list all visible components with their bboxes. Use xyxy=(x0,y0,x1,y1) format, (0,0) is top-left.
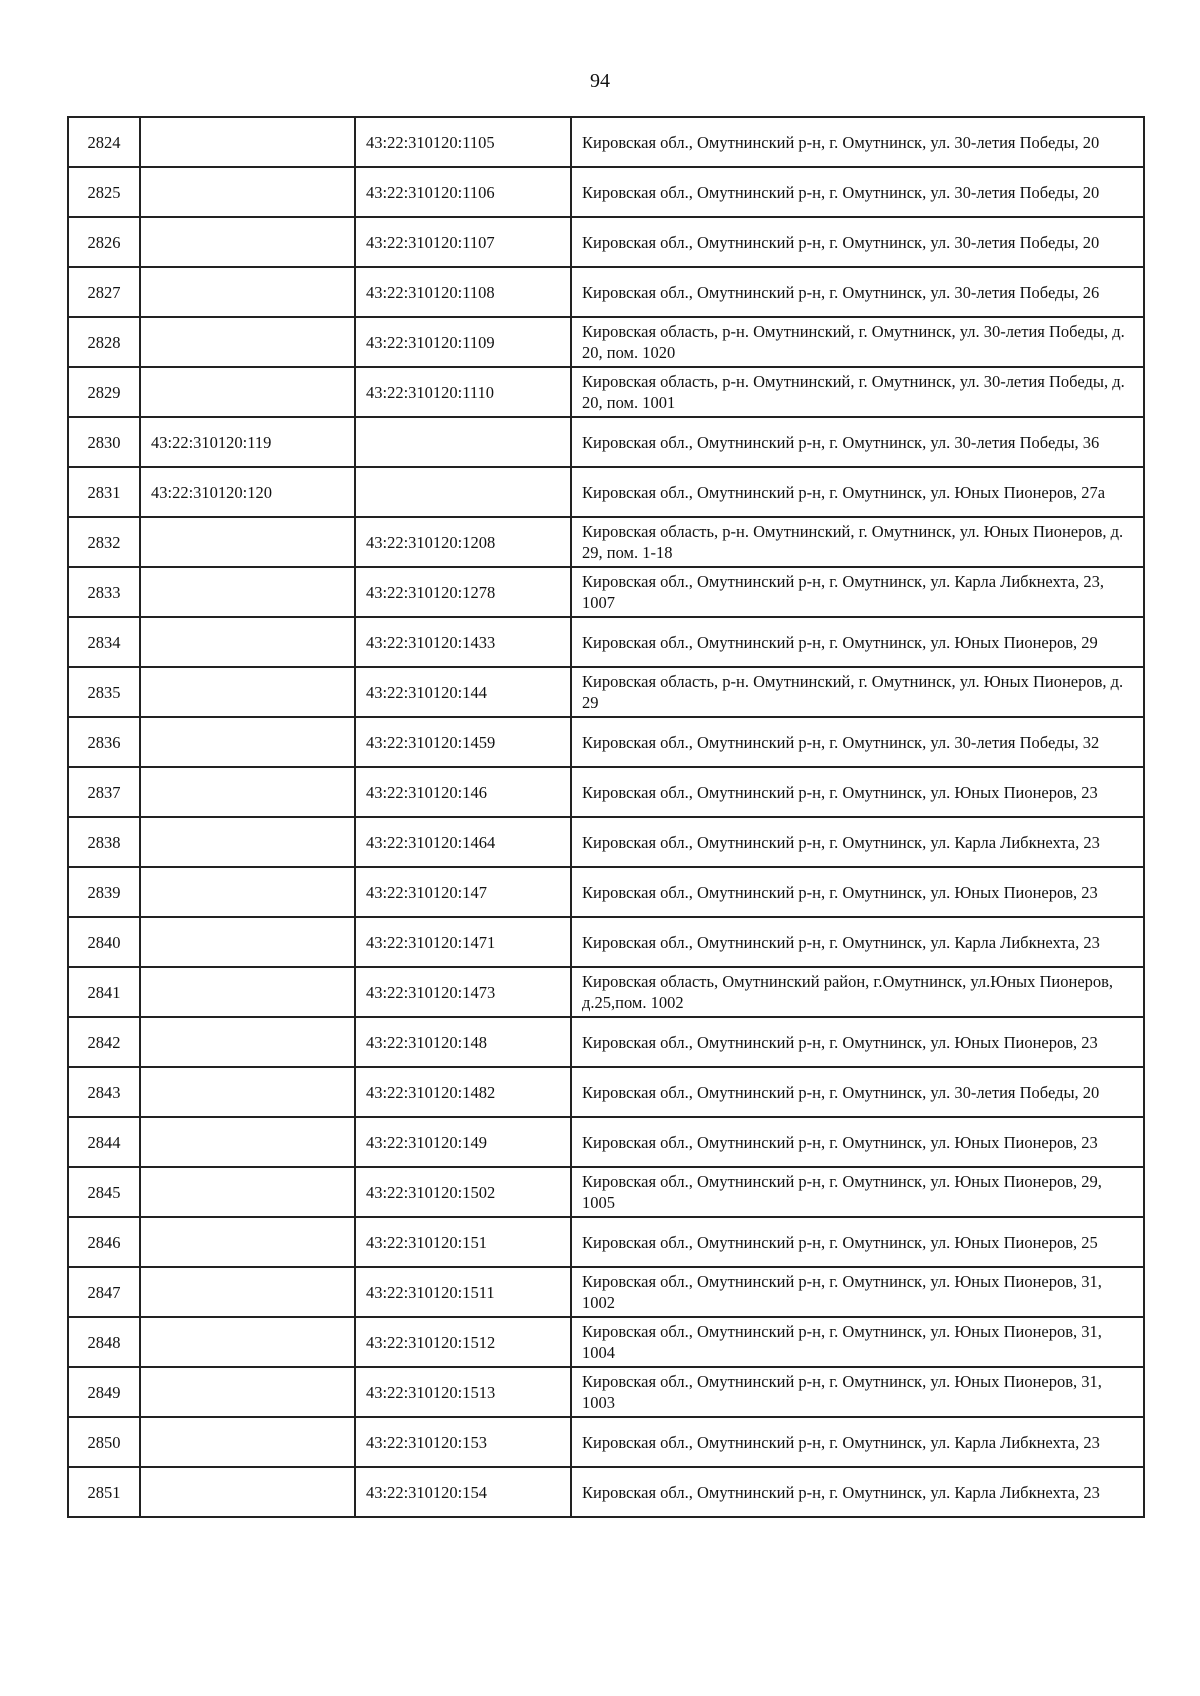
address-cell: Кировская обл., Омутнинский р-н, г. Омутнинск, ул. Юных Пионеров, 31, 1004 xyxy=(571,1317,1144,1367)
row-number-cell: 2840 xyxy=(68,917,140,967)
table-row xyxy=(68,1267,1144,1317)
land-plot-number-cell: 43:22:310120:119 xyxy=(140,417,355,467)
row-number-cell: 2839 xyxy=(68,867,140,917)
table-row xyxy=(68,1067,1144,1117)
address-cell: Кировская обл., Омутнинский р-н, г. Омутнинск, ул. Карла Либкнехта, 23 xyxy=(571,1467,1144,1517)
object-number-cell: 43:22:310120:1208 xyxy=(355,517,571,567)
land-plot-number-cell xyxy=(140,917,355,967)
land-plot-number-cell xyxy=(140,867,355,917)
row-number-cell: 2847 xyxy=(68,1267,140,1317)
address-cell: Кировская область, р-н. Омутнинский, г. Омутнинск, ул. 30-летия Победы, д. 20, пом. 1020 xyxy=(571,317,1144,367)
land-plot-number-cell xyxy=(140,317,355,367)
row-number-cell: 2838 xyxy=(68,817,140,867)
row-number-cell: 2835 xyxy=(68,667,140,717)
table-row xyxy=(68,417,1144,467)
object-number-cell: 43:22:310120:1512 xyxy=(355,1317,571,1367)
address-cell: Кировская обл., Омутнинский р-н, г. Омутнинск, ул. Карла Либкнехта, 23 xyxy=(571,817,1144,867)
row-number-cell: 2829 xyxy=(68,367,140,417)
table-row xyxy=(68,917,1144,967)
registry-table-body xyxy=(68,117,1144,1517)
page-number: 94 xyxy=(590,70,610,92)
table-row xyxy=(68,1117,1144,1167)
land-plot-number-cell xyxy=(140,567,355,617)
object-number-cell: 43:22:310120:151 xyxy=(355,1217,571,1267)
address-cell: Кировская обл., Омутнинский р-н, г. Омутнинск, ул. Юных Пионеров, 23 xyxy=(571,767,1144,817)
land-plot-number-cell xyxy=(140,1217,355,1267)
object-number-cell: 43:22:310120:1107 xyxy=(355,217,571,267)
table-row xyxy=(68,617,1144,667)
row-number-cell: 2837 xyxy=(68,767,140,817)
row-number-cell: 2844 xyxy=(68,1117,140,1167)
address-cell: Кировская обл., Омутнинский р-н, г. Омутнинск, ул. 30-летия Победы, 20 xyxy=(571,1067,1144,1117)
address-cell: Кировская обл., Омутнинский р-н, г. Омутнинск, ул. 30-летия Победы, 32 xyxy=(571,717,1144,767)
row-number-cell: 2836 xyxy=(68,717,140,767)
land-plot-number-cell xyxy=(140,767,355,817)
registry-table xyxy=(67,116,1145,1518)
land-plot-number-cell xyxy=(140,367,355,417)
address-cell: Кировская обл., Омутнинский р-н, г. Омутнинск, ул. Юных Пионеров, 25 xyxy=(571,1217,1144,1267)
object-number-cell: 43:22:310120:1110 xyxy=(355,367,571,417)
row-number-cell: 2846 xyxy=(68,1217,140,1267)
land-plot-number-cell xyxy=(140,1367,355,1417)
row-number-cell: 2849 xyxy=(68,1367,140,1417)
row-number-cell: 2833 xyxy=(68,567,140,617)
row-number-cell: 2841 xyxy=(68,967,140,1017)
row-number-cell: 2834 xyxy=(68,617,140,667)
land-plot-number-cell xyxy=(140,1017,355,1067)
row-number-cell: 2851 xyxy=(68,1467,140,1517)
object-number-cell: 43:22:310120:1278 xyxy=(355,567,571,617)
row-number-cell: 2827 xyxy=(68,267,140,317)
table-row xyxy=(68,1467,1144,1517)
address-cell: Кировская обл., Омутнинский р-н, г. Омутнинск, ул. Юных Пионеров, 29, 1005 xyxy=(571,1167,1144,1217)
address-cell: Кировская обл., Омутнинский р-н, г. Омутнинск, ул. 30-летия Победы, 36 xyxy=(571,417,1144,467)
address-cell: Кировская обл., Омутнинский р-н, г. Омутнинск, ул. Карла Либкнехта, 23, 1007 xyxy=(571,567,1144,617)
row-number-cell: 2830 xyxy=(68,417,140,467)
table-row xyxy=(68,767,1144,817)
table-row xyxy=(68,667,1144,717)
object-number-cell: 43:22:310120:1482 xyxy=(355,1067,571,1117)
table-row xyxy=(68,1317,1144,1367)
address-cell: Кировская область, р-н. Омутнинский, г. Омутнинск, ул. Юных Пионеров, д. 29, пом. 1-18 xyxy=(571,517,1144,567)
address-cell: Кировская обл., Омутнинский р-н, г. Омутнинск, ул. Юных Пионеров, 29 xyxy=(571,617,1144,667)
land-plot-number-cell xyxy=(140,717,355,767)
address-cell: Кировская обл., Омутнинский р-н, г. Омутнинск, ул. Юных Пионеров, 23 xyxy=(571,1017,1144,1067)
object-number-cell: 43:22:310120:1511 xyxy=(355,1267,571,1317)
land-plot-number-cell xyxy=(140,267,355,317)
object-number-cell: 43:22:310120:149 xyxy=(355,1117,571,1167)
table-row xyxy=(68,517,1144,567)
row-number-cell: 2843 xyxy=(68,1067,140,1117)
object-number-cell: 43:22:310120:1513 xyxy=(355,1367,571,1417)
address-cell: Кировская обл., Омутнинский р-н, г. Омутнинск, ул. 30-летия Победы, 20 xyxy=(571,117,1144,167)
object-number-cell: 43:22:310120:1473 xyxy=(355,967,571,1017)
row-number-cell: 2848 xyxy=(68,1317,140,1367)
object-number-cell: 43:22:310120:1459 xyxy=(355,717,571,767)
table-row xyxy=(68,167,1144,217)
table-row xyxy=(68,1217,1144,1267)
address-cell: Кировская обл., Омутнинский р-н, г. Омутнинск, ул. Карла Либкнехта, 23 xyxy=(571,1417,1144,1467)
table-row xyxy=(68,1167,1144,1217)
table-row xyxy=(68,1017,1144,1067)
land-plot-number-cell xyxy=(140,1267,355,1317)
address-cell: Кировская обл., Омутнинский р-н, г. Омутнинск, ул. Юных Пионеров, 23 xyxy=(571,867,1144,917)
address-cell: Кировская область, р-н. Омутнинский, г. Омутнинск, ул. Юных Пионеров, д. 29 xyxy=(571,667,1144,717)
land-plot-number-cell xyxy=(140,1167,355,1217)
row-number-cell: 2826 xyxy=(68,217,140,267)
address-cell: Кировская обл., Омутнинский р-н, г. Омутнинск, ул. Юных Пионеров, 31, 1003 xyxy=(571,1367,1144,1417)
object-number-cell: 43:22:310120:144 xyxy=(355,667,571,717)
table-row xyxy=(68,217,1144,267)
object-number-cell: 43:22:310120:1108 xyxy=(355,267,571,317)
address-cell: Кировская область, р-н. Омутнинский, г. Омутнинск, ул. 30-летия Победы, д. 20, пом. 1001 xyxy=(571,367,1144,417)
address-cell: Кировская обл., Омутнинский р-н, г. Омутнинск, ул. Юных Пионеров, 23 xyxy=(571,1117,1144,1167)
address-cell: Кировская область, Омутнинский район, г.Омутнинск, ул.Юных Пионеров, д.25,пом. 1002 xyxy=(571,967,1144,1017)
table-row xyxy=(68,367,1144,417)
table-row xyxy=(68,267,1144,317)
object-number-cell: 43:22:310120:146 xyxy=(355,767,571,817)
address-cell: Кировская обл., Омутнинский р-н, г. Омутнинск, ул. Карла Либкнехта, 23 xyxy=(571,917,1144,967)
land-plot-number-cell xyxy=(140,217,355,267)
object-number-cell: 43:22:310120:1106 xyxy=(355,167,571,217)
object-number-cell: 43:22:310120:1109 xyxy=(355,317,571,367)
table-row xyxy=(68,867,1144,917)
land-plot-number-cell xyxy=(140,1067,355,1117)
land-plot-number-cell xyxy=(140,1117,355,1167)
row-number-cell: 2832 xyxy=(68,517,140,567)
address-cell: Кировская обл., Омутнинский р-н, г. Омутнинск, ул. Юных Пионеров, 31, 1002 xyxy=(571,1267,1144,1317)
object-number-cell: 43:22:310120:1105 xyxy=(355,117,571,167)
row-number-cell: 2828 xyxy=(68,317,140,367)
land-plot-number-cell xyxy=(140,117,355,167)
table-row xyxy=(68,117,1144,167)
address-cell: Кировская обл., Омутнинский р-н, г. Омутнинск, ул. 30-летия Победы, 26 xyxy=(571,267,1144,317)
object-number-cell: 43:22:310120:1502 xyxy=(355,1167,571,1217)
land-plot-number-cell xyxy=(140,1317,355,1367)
row-number-cell: 2850 xyxy=(68,1417,140,1467)
table-row xyxy=(68,967,1144,1017)
table-row xyxy=(68,467,1144,517)
table-row xyxy=(68,1367,1144,1417)
row-number-cell: 2824 xyxy=(68,117,140,167)
object-number-cell: 43:22:310120:153 xyxy=(355,1417,571,1467)
land-plot-number-cell xyxy=(140,1467,355,1517)
row-number-cell: 2845 xyxy=(68,1167,140,1217)
address-cell: Кировская обл., Омутнинский р-н, г. Омутнинск, ул. 30-летия Победы, 20 xyxy=(571,167,1144,217)
land-plot-number-cell xyxy=(140,1417,355,1467)
address-cell: Кировская обл., Омутнинский р-н, г. Омутнинск, ул. 30-летия Победы, 20 xyxy=(571,217,1144,267)
object-number-cell xyxy=(355,417,571,467)
table-row xyxy=(68,817,1144,867)
row-number-cell: 2831 xyxy=(68,467,140,517)
table-row xyxy=(68,717,1144,767)
land-plot-number-cell xyxy=(140,817,355,867)
land-plot-number-cell xyxy=(140,617,355,667)
object-number-cell: 43:22:310120:148 xyxy=(355,1017,571,1067)
land-plot-number-cell xyxy=(140,667,355,717)
object-number-cell: 43:22:310120:147 xyxy=(355,867,571,917)
land-plot-number-cell xyxy=(140,967,355,1017)
land-plot-number-cell: 43:22:310120:120 xyxy=(140,467,355,517)
object-number-cell: 43:22:310120:1433 xyxy=(355,617,571,667)
object-number-cell: 43:22:310120:154 xyxy=(355,1467,571,1517)
table-row xyxy=(68,317,1144,367)
object-number-cell: 43:22:310120:1464 xyxy=(355,817,571,867)
address-cell: Кировская обл., Омутнинский р-н, г. Омутнинск, ул. Юных Пионеров, 27а xyxy=(571,467,1144,517)
table-row xyxy=(68,567,1144,617)
land-plot-number-cell xyxy=(140,167,355,217)
land-plot-number-cell xyxy=(140,517,355,567)
table-row xyxy=(68,1417,1144,1467)
row-number-cell: 2842 xyxy=(68,1017,140,1067)
object-number-cell: 43:22:310120:1471 xyxy=(355,917,571,967)
object-number-cell xyxy=(355,467,571,517)
row-number-cell: 2825 xyxy=(68,167,140,217)
